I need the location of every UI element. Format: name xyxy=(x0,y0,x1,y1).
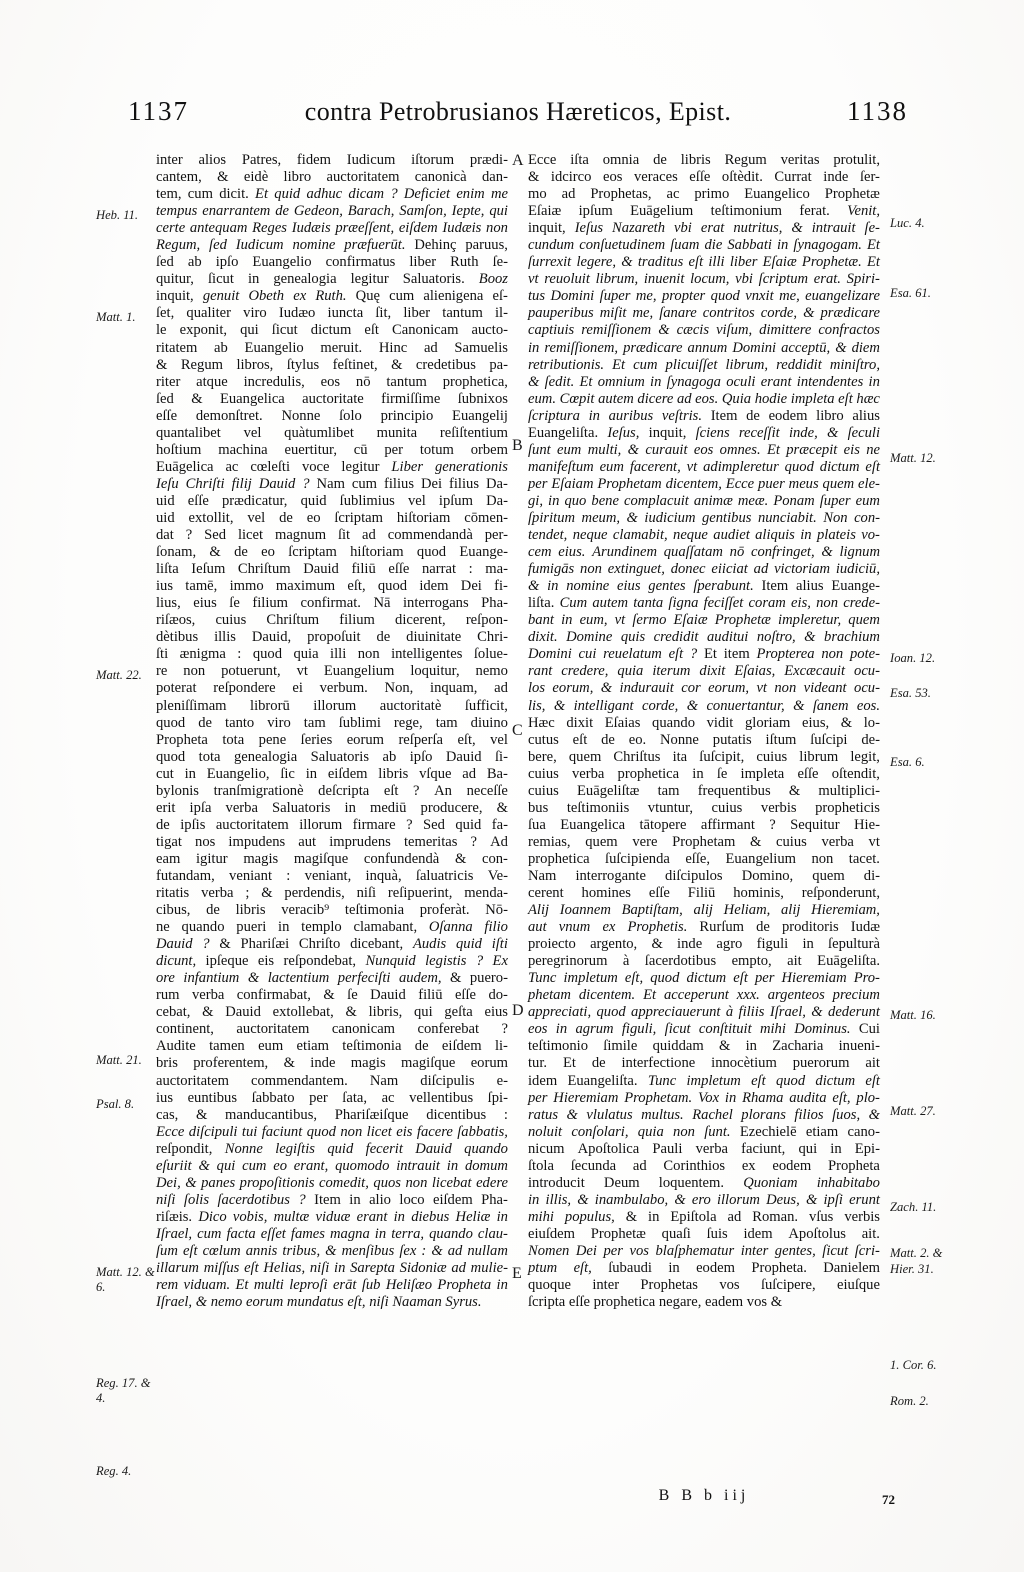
scripture-reference-left: 6. xyxy=(96,1280,106,1294)
left-column-line: uid eſſe prædicatur, quid ſublimius vel ipſum Da- xyxy=(156,492,508,509)
left-column-line: riſæis. Dico vobis, multæ viduæ erant in diebus Heliæ in xyxy=(156,1208,508,1225)
right-column-line: cundum conſuetudinem ſuam die Sabbati in ſynagogam. Et xyxy=(528,237,880,254)
left-column-line: quod tota genealogia Saluatoris ab ipſo Dauid ſi- xyxy=(156,748,508,765)
right-column-line: dixit. Domine quis credidit auditui noſtro, & brachium xyxy=(528,629,880,646)
scripture-reference-right: Hier. 31. xyxy=(890,1262,934,1276)
page-title: contra Petrobrusianos Hæreticos, Epist. xyxy=(304,97,732,126)
left-column-line: ne quando pueri in templo clamabant, Oſanna filio xyxy=(156,919,508,936)
right-column-line: retributionis. Et cum plicuiſſet librum, reddidit miniſtro, xyxy=(528,356,880,373)
right-column-line: pauperibus miſit me, ſanare contritos corde, & prædicare xyxy=(528,305,880,322)
left-column-line: inquit, genuit Obeth ex Ruth. Quę cum alienigena eſ- xyxy=(156,288,508,305)
right-column-line: rant credere, quia iterum dixit Eſaias, Excæcauit ocu- xyxy=(528,663,880,680)
left-column-line: tem, cum dicit. Et quid adhuc dicam ? Deficiet enim me xyxy=(156,186,508,203)
right-column-line: Hæc dixit Eſaias quando vidit gloriam eius, & lo- xyxy=(528,714,880,731)
left-column-line: & Regum libros, ſtylus feſtinet, & credetibus pa- xyxy=(156,356,508,373)
right-column-line: quoque inter Prophetas vos ſuſcipere, eiuſque xyxy=(528,1277,880,1294)
right-column-line: in illis, & inambulabo, & ero illorum Deus, & ipſi erunt xyxy=(528,1191,880,1208)
right-column-line: captiuis remiſſionem & cæcis viſum, dimittere confractos xyxy=(528,322,880,339)
left-column-line: cas, & manducantibus, Phariſæiſque dicentibus : xyxy=(156,1106,508,1123)
text-column-right xyxy=(528,152,880,1311)
right-column-line: appreciati, quod appreciauerunt à filiis Iſrael, & dederunt xyxy=(528,1004,880,1021)
left-column-line: riſæos, cuius Chriſtum filium dicerent, reſpon- xyxy=(156,612,508,629)
right-column-line: liſta. Cum autem tanta ſigna feciſſet coram eis, non crede- xyxy=(528,595,880,612)
right-column-line: Domini cui reuelatum eſt ? Et item Propterea non pote- xyxy=(528,646,880,663)
left-column-line: ius euntibus ſabbato per ſata, ac vellentibus ſpi- xyxy=(156,1089,508,1106)
right-column-line: introducit Deum loquentem. Quoniam inhabitabo xyxy=(528,1174,880,1191)
left-column-line: Iſrael, & nemo eorum mundatus eſt, niſi Naaman Syrus. xyxy=(156,1294,482,1311)
right-column-line: noluit conſolari, quia non ſunt. Ezechielē etiam cano- xyxy=(528,1123,880,1140)
scripture-reference-right: Matt. 27. xyxy=(890,1104,936,1118)
right-column-line: los eorum, & indurauit cor eorum, vt non videant ocu- xyxy=(528,680,880,697)
scripture-reference-right: Esa. 61. xyxy=(890,286,931,300)
right-column-line: lis, & intelligant corde, & conuertantur, & ſanem eos. xyxy=(528,697,880,714)
right-column-line: bus teſtimoniis vtuntur, cuius verbis propheticis xyxy=(528,799,880,816)
right-column-line: gi, in quo bene complacuit animæ meæ. Ponam ſuper eum xyxy=(528,492,880,509)
right-column-line: tus Domini ſuper me, propter quod vnxit me, euangelizare xyxy=(528,288,880,305)
right-column-line: Eſaiæ ipſum Euāgelium teſtimonium ferat. Venit, xyxy=(528,203,880,220)
right-column-line: proiecto argento, & inde agro figuli in ſepulturà xyxy=(528,936,880,953)
signature-mark: B B b iij xyxy=(658,1487,750,1504)
scripture-reference-right: Rom. 2. xyxy=(890,1394,929,1408)
scripture-reference-right: Matt. 12. xyxy=(890,451,936,465)
left-column-line: dicunt, ipſeque eis reſpondebat, Nunquid legistis ? Ex xyxy=(156,953,508,970)
left-column-line: poterat reſpondere ei verbum. Non, inquam, ad xyxy=(156,680,508,697)
scripture-reference-right: 1. Cor. 6. xyxy=(890,1358,937,1372)
left-column-line: quod de tanto viro tam ſublimi rege, tam diuino xyxy=(156,714,508,731)
right-column-line: ptum eſt, ſubaudi in eodem Propheta. Danielem xyxy=(528,1260,880,1277)
left-column-line: ore infantium & lactentium perfeciſti audem, & puero- xyxy=(156,970,508,987)
right-column-line: cuius Euāgeliſtæ tam frequentibus & multiplici- xyxy=(528,782,880,799)
right-column-line: bant in eum, vt ſermo Eſaiæ Prophetæ impleretur, quem xyxy=(528,612,880,629)
right-column-line: ſua Euangelica tātopere affirmant ? Sequitur Hie- xyxy=(528,816,880,833)
section-letter-c: C xyxy=(512,722,523,739)
running-head xyxy=(128,96,908,142)
left-column-line: auctoritatem commendantem. Nam diſcipulis e- xyxy=(156,1072,508,1089)
scripture-reference-right: Matt. 16. xyxy=(890,1008,936,1022)
left-column-line: bylonis tranſmigrationè deſcripta eſt ? An neceſſe xyxy=(156,782,508,799)
right-column-line: cerent homines eſſe Filiū hominis, reſponderunt, xyxy=(528,885,880,902)
left-column-line: ritatem ab Euangelio meruit. Hinc ad Samuelis xyxy=(156,339,508,356)
section-letter-a: A xyxy=(512,152,524,169)
scripture-reference-left: Reg. 4. xyxy=(96,1464,132,1478)
right-column-line: per Hieremiam Prophetam. Vox in Rhama audita eſt, plo- xyxy=(528,1089,880,1106)
scripture-reference-right: Esa. 53. xyxy=(890,686,931,700)
left-column-line: ſet, qualiter viro Iudæo iuncta ſit, liber tantum il- xyxy=(156,305,508,322)
left-column-line: rum verba confirmabat, & ſe Dauid filiū eſſe do- xyxy=(156,987,508,1004)
left-column-line: dat ? Sed licet magnum ſit ad commendandà per- xyxy=(156,527,508,544)
right-column-line: in remiſſionem, prædicare annum Domini acceptū, & diem xyxy=(528,339,880,356)
left-column-line: riter atque incredulis, eos nō tantum prophetica, xyxy=(156,373,508,390)
left-column-line: rem viduam. Et multi leproſi erāt ſub Heliſæo Propheta in xyxy=(156,1277,508,1294)
right-column-line: & idcirco eos veraces eſſe oſtèdit. Currat inde ſer- xyxy=(528,169,880,186)
left-column-line: ſed ab ipſo Euangelio confirmatus liber Ruth ſe- xyxy=(156,254,508,271)
section-letter-e: E xyxy=(512,1265,522,1282)
right-column-line: aut vnum ex Prophetis. Rurſum de proditoris Iudæ xyxy=(528,919,880,936)
left-column-line: cebat, & Dauid extollebat, & libris, qui geſta eius xyxy=(156,1004,508,1021)
right-column-line: & in nomine eius gentes ſperabunt. Item alius Euange- xyxy=(528,578,880,595)
left-column-line: le exponit, qui ſicut dictum eſt Canonicam aucto- xyxy=(156,322,508,339)
right-column-line: ſunt eum multi, & curauit eos omnes. Et præcepit eis ne xyxy=(528,441,880,458)
left-column-line: Dauid ? & Phariſæi Chriſto dicebant, Audis quid iſti xyxy=(156,936,508,953)
right-column-line: phetam dicentem. Et acceperunt xxx. argenteos precium xyxy=(528,987,880,1004)
right-column-line: vt reuoluit librum, inuenit locum, vbi ſcriptum erat. Spiri- xyxy=(528,271,880,288)
right-column-line: prophetica ſuſcipienda eſſe, Euangelium non tacet. xyxy=(528,850,880,867)
left-column-line: Iſrael, cum facta eſſet fames magna in terra, quando clau- xyxy=(156,1225,508,1242)
left-column-line: ſum eſt cœlum annis tribus, & menſibus ſex : & ad nullam xyxy=(156,1243,508,1259)
left-column-line: de ipſis auctoritatem illorum firmare ? Sed quid fa- xyxy=(156,816,508,833)
right-column-line: tendet, neque clamabit, neque audiet aliquis in plateis vo- xyxy=(528,527,880,544)
scripture-reference-right: Zach. 11. xyxy=(890,1200,937,1214)
right-column-line: nicum Apoſtolica Pauli verba faciunt, qui in Epi- xyxy=(528,1140,880,1157)
scripture-reference-left: Heb. 11. xyxy=(96,208,139,222)
right-column-line: teſtimonio ſimile quiddam & in Zacharia inueni- xyxy=(528,1038,880,1055)
left-column-line: lius, eius ſe filium confirmat. Nā interrogans Pha- xyxy=(156,595,508,612)
left-column-line: tigat nos impudens aut imprudens temeritas ? Ad xyxy=(156,833,508,850)
left-column-line: reſpondit, Nonne legiſtis quid fecerit Dauid quando xyxy=(156,1140,508,1157)
right-column-line: idem Euangeliſta. Tunc impletum eſt quod dictum eſt xyxy=(528,1072,880,1089)
right-column-line: ratus & vlulatus multus. Rachel plorans filios ſuos, & xyxy=(528,1106,880,1123)
right-column-line: mihi populus, & in Epiſtola ad Roman. vſus verbis xyxy=(528,1208,880,1225)
left-column-line: continent, auctoritatem canonicam conferebat ? xyxy=(156,1021,508,1038)
scripture-reference-left: Matt. 1. xyxy=(96,310,136,324)
scripture-reference-left: Matt. 22. xyxy=(96,668,142,682)
left-column-line: quitur, ſicut in genealogia legitur Saluatoris. Booz xyxy=(156,271,508,288)
left-column-line: ius tamē, immo maximum eſt, quod idem Dei fi- xyxy=(156,578,508,595)
left-column-line: bris proferentem, & inde magis magiſque eorum xyxy=(156,1055,508,1072)
right-column-line: ſcripta eſſe prophetica negare, eadem vos & xyxy=(528,1294,783,1311)
folio-number-recto: 1138 xyxy=(846,96,908,126)
right-column-line: manifeſtum eum facerent, vt adimpleretur quod dictum eſt xyxy=(528,458,880,475)
right-column-line: per Eſaiam Prophetam dicentem, Ecce puer meus quem ele- xyxy=(528,475,880,492)
left-column-line: erit ipſa verba Saluatoris in mediū producere, & xyxy=(156,799,508,816)
scripture-reference-left: Reg. 17. & xyxy=(96,1376,151,1390)
right-column-line: ſpiritum meum, & iudicium gentibus nunciabit. Non con- xyxy=(528,509,880,526)
right-column-line: bere, quem Chriſtus ita ſuſcipit, cuius librum legit, xyxy=(528,748,880,765)
section-letter-d: D xyxy=(512,1002,524,1019)
sheet-number: 72 xyxy=(882,1492,895,1507)
right-column-line: ſcriptura in auribus veſtris. Item de eodem libro alius xyxy=(528,407,880,424)
scripture-reference-left: Psal. 8. xyxy=(96,1097,135,1111)
right-column-line: eos in agrum figuli, ſicut conſtituit mihi Dominus. Cui xyxy=(528,1021,880,1038)
left-column-line: cantem, & eidè libro auctoritatem canonicà dan- xyxy=(156,169,508,186)
left-column-line: inter alios Patres, fidem Iudicum iſtorum prædi- xyxy=(156,152,508,168)
right-column-line: peregrinorum à ſacerdotibus empto, ait Euāgeliſta. xyxy=(528,953,880,970)
right-column-line: Tunc impletum eſt, quod dictum eſt per Hieremiam Pro- xyxy=(528,970,880,987)
left-column-line: certe antequam Reges Iudæis præeſſent, eiſdem Iudæis non xyxy=(156,220,508,237)
right-column-line: Nam interrogante diſcipulos Domino, quem di- xyxy=(528,867,880,884)
right-column-line: cem eius. Arundinem quaſſatam nō confringet, & lignum xyxy=(528,544,880,561)
left-column-line: quantalibet vel quàtumlibet munita reſiſtentium xyxy=(156,424,508,441)
left-column-line: Audite tamen eum etiam teſtimonia de eiſdem li- xyxy=(156,1038,508,1055)
scripture-reference-left: 4. xyxy=(96,1391,106,1405)
left-column-line: Euāgelica ac cœleſti voce legitur Liber generationis xyxy=(156,458,508,475)
right-column-line: remias, quem vere Prophetam & cuius verba vt xyxy=(528,833,880,850)
scripture-reference-right: Ioan. 12. xyxy=(890,651,936,665)
left-column-line: pleniſſimam librorū illorum auctoritatè ſufficit, xyxy=(156,697,508,714)
folio-number-verso: 1137 xyxy=(128,96,189,126)
right-column-line: eiuſdem Prophetæ quaſi ſuis idem Apoſtolus ait. xyxy=(528,1225,880,1242)
left-column-line: eſuriit & qui cum eo erant, quomodo intrauit in domum xyxy=(156,1157,508,1174)
right-column-line: Euangeliſta. Ieſus, inquit, ſciens receſſit inde, & ſeculi xyxy=(528,424,880,441)
left-column-line: Propheta tota pene ſeries eorum reſperſa eſt, vel xyxy=(156,731,508,748)
right-column-line: fumigās non extinguet, donec eiiciat ad victoriam iudiciū, xyxy=(528,561,880,578)
left-column-line: Regum, ſed Iudicum nomine præfuerūt. Dehinç paruus, xyxy=(156,237,508,254)
right-column-line: Nomen Dei per vos blaſphematur inter gentes, ſicut ſcri- xyxy=(528,1243,880,1259)
scripture-reference-right: Esa. 6. xyxy=(890,755,925,769)
left-column-line: cut in Euangelio, ſic in eiſdem libris vſque ad Ba- xyxy=(156,765,508,782)
right-column-line: Alij Ioannem Baptiſtam, alij Heliam, alij Hieremiam, xyxy=(528,902,880,919)
left-column-line: hoſtium machina euertitur, cū per totum orbem xyxy=(156,441,508,458)
right-column-line: tur. Et de interfectione innocètium puerorum ait xyxy=(528,1055,880,1072)
right-column-line: ſtola ſecunda ad Corinthios ex eodem Propheta xyxy=(528,1157,880,1174)
left-column-line: futandam, veniant : veniant, inquà, ſaluatricis Ve- xyxy=(156,867,508,884)
right-column-line: inquit, Ieſus Nazareth vbi erat nutritus, & intrauit ſe- xyxy=(528,220,880,237)
left-column-line: uid extollit, vel de eo ſcriptam hiſtoriam cōmen- xyxy=(156,509,508,526)
left-column-line: ſonam, & de eo ſcriptam hiſtoriam quod Euange- xyxy=(156,544,508,561)
left-column-line: Ieſu Chriſti filij Dauid ? Nam cum filius Dei filius Da- xyxy=(156,475,508,492)
right-column-line: mo ad Prophetas, ac primo Euangelico Prophetæ xyxy=(528,186,880,203)
left-column-line: ſed & Euangelica auctoritate firmiſſime ſubnixos xyxy=(156,390,508,407)
left-column-line: ſti ænigma : quod quia illi non intelligentes ſolue- xyxy=(156,646,508,663)
left-column-line: eam igitur magis magiſque confundendà & con- xyxy=(156,850,508,867)
left-column-line: cibus, de libris veracib⁹ teſtimonia proferàt. Nō- xyxy=(156,902,508,919)
scripture-reference-right: Luc. 4. xyxy=(890,216,925,230)
scripture-reference-left: Matt. 12. & xyxy=(96,1265,155,1279)
left-column-line: illarum miſſus eſt Helias, niſi in Sarepta Sidoniæ ad mulie- xyxy=(156,1260,508,1277)
section-letter-b: B xyxy=(512,437,523,454)
left-column-line: re non potuerunt, vt Euangelium loquitur, nemo xyxy=(156,663,508,680)
left-column-line: Dei, & panes propoſitionis comedit, quos non licebat edere xyxy=(156,1174,508,1191)
right-column-line: Ecce iſta omnia de libris Regum veritas protulit, xyxy=(528,152,880,168)
right-column-line: cuius verba prophetica in ſe impleta eſſe oſtendit, xyxy=(528,765,880,782)
left-column-line: liſta Ieſum Chriſtum Dauid filiū eſſe narrat : ma- xyxy=(156,561,508,578)
left-column-line: Ecce diſcipuli tui faciunt quod non licet eis facere ſabbatis, xyxy=(156,1123,508,1140)
scripture-reference-right: Matt. 2. & xyxy=(890,1246,943,1260)
text-column-left xyxy=(156,152,508,1311)
left-column-line: ritatis verba ; & perdendis, niſi reſipuerint, menda- xyxy=(156,885,508,902)
left-column-line: dètibus illis Dauid, propoſuit de diuinitate Chri- xyxy=(156,629,508,646)
right-column-line: ſurrexit legere, & traditus eſt illi liber Eſaiæ Prophetæ. Et xyxy=(528,254,880,271)
left-column-line: niſi ſolis ſacerdotibus ? Item in alio loco eiſdem Pha- xyxy=(156,1191,508,1208)
scripture-reference-left: Matt. 21. xyxy=(96,1053,142,1067)
right-column-line: cutus eſt de eo. Nonne putatis iſtum ſuſcipi de- xyxy=(528,731,880,748)
left-column-line: eſſe demonſtret. Nonne ſolo principio Euangelij xyxy=(156,407,508,424)
left-column-line: tempus enarrantem de Gedeon, Barach, Samſon, Iepte, qui xyxy=(156,203,508,220)
right-column-line: eum. Cœpit autem dicere ad eos. Quia hodie impleta eſt hæc xyxy=(528,390,880,407)
right-column-line: & ſedit. Et omnium in ſynagoga oculi erant intendentes in xyxy=(528,373,880,390)
